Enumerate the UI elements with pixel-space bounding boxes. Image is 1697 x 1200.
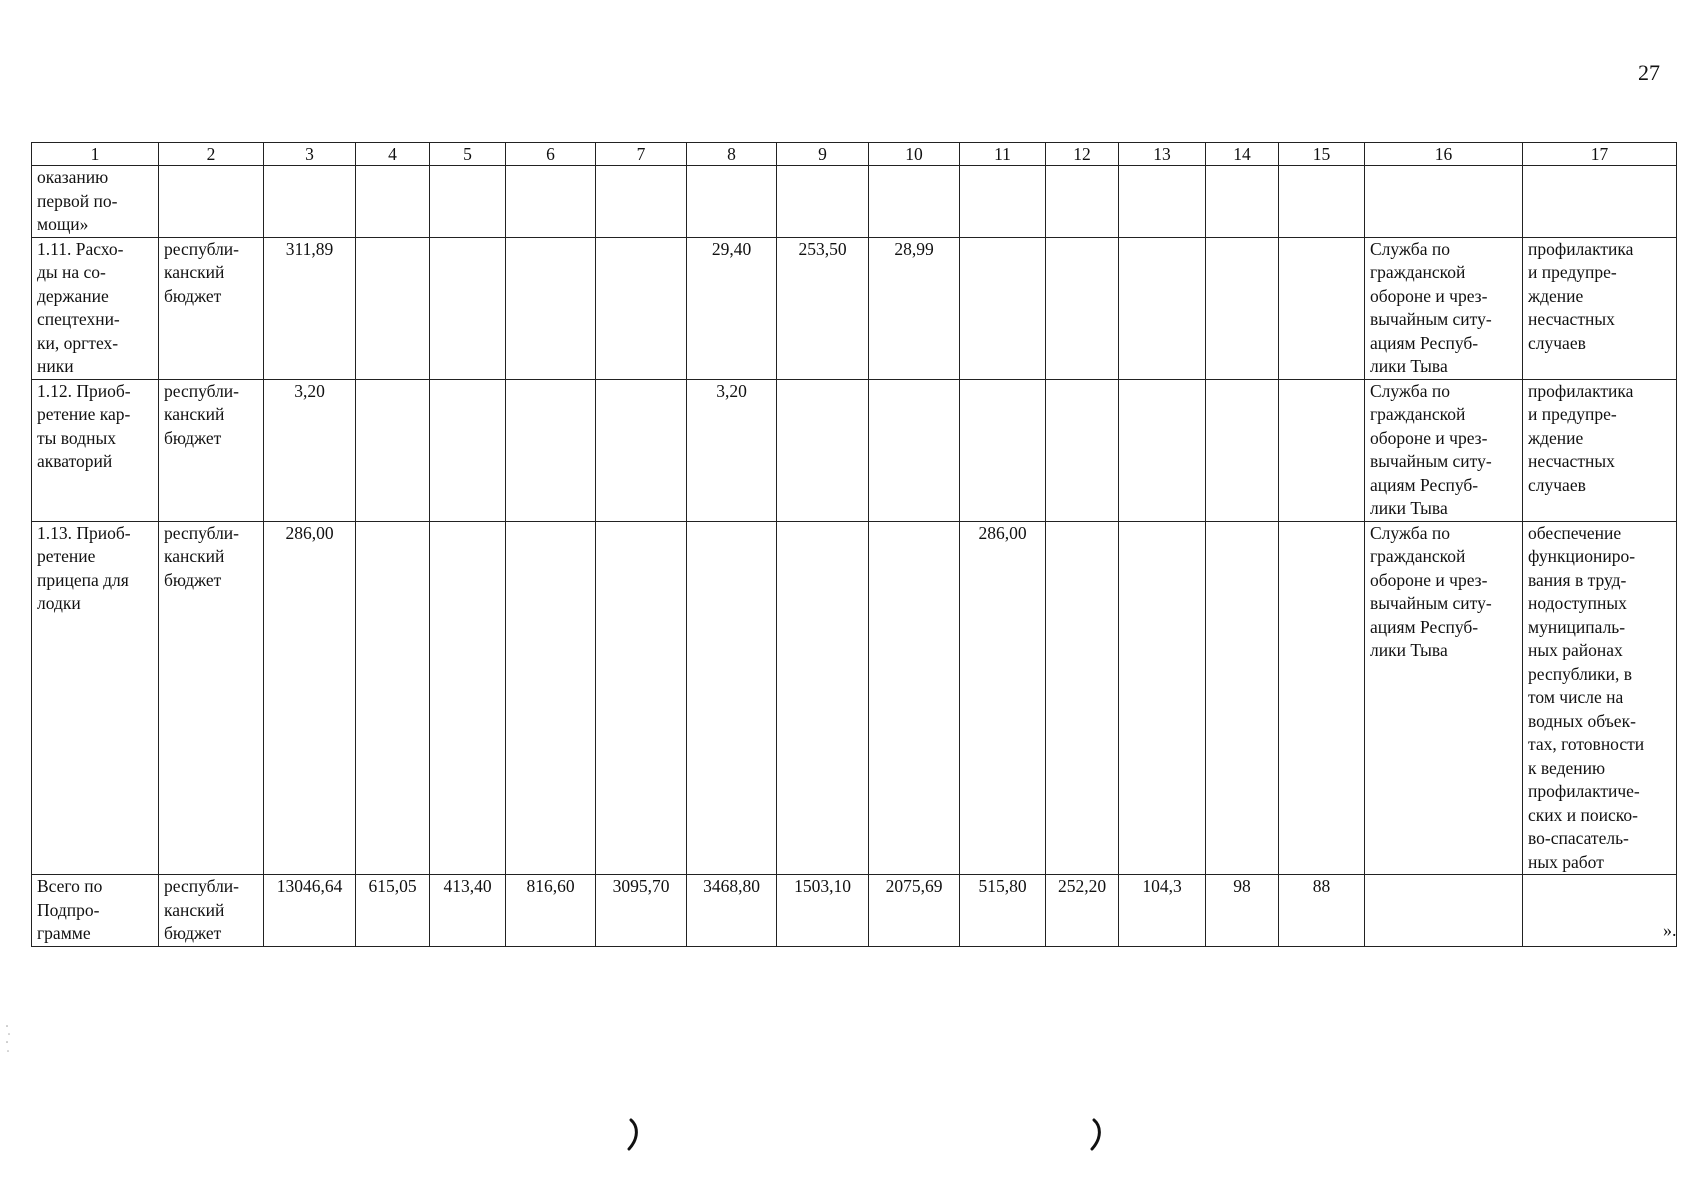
table-cell <box>506 379 596 521</box>
table-cell: 286,00 <box>960 521 1046 875</box>
column-number-row <box>32 143 1677 166</box>
table-cell <box>356 237 430 379</box>
table-cell <box>596 237 687 379</box>
table-cell: 252,20 <box>1046 875 1119 947</box>
table-cell <box>1119 521 1206 875</box>
table-cell <box>264 166 356 238</box>
table-cell <box>1119 379 1206 521</box>
table-cell: 28,99 <box>869 237 960 379</box>
table-row-total <box>32 875 1677 947</box>
column-header: 3 <box>264 143 356 166</box>
table-cell: 816,60 <box>506 875 596 947</box>
table-cell <box>1279 237 1365 379</box>
table-cell <box>1206 237 1279 379</box>
table-cell: оказанию первой по- мощи» <box>32 166 159 238</box>
table-cell <box>1046 521 1119 875</box>
table-cell: 29,40 <box>687 237 777 379</box>
table-cell: республи- канский бюджет <box>159 237 264 379</box>
table-cell: 253,50 <box>777 237 869 379</box>
table-cell <box>506 521 596 875</box>
table-cell <box>960 166 1046 238</box>
table-cell: 311,89 <box>264 237 356 379</box>
table-cell <box>430 379 506 521</box>
column-header: 11 <box>960 143 1046 166</box>
table-cell <box>596 379 687 521</box>
table-cell: 98 <box>1206 875 1279 947</box>
table-cell <box>596 521 687 875</box>
table-cell: 1.13. Приоб- ретение прицепа для лодки <box>32 521 159 875</box>
table-cell <box>356 521 430 875</box>
table-cell: республи- канский бюджет <box>159 521 264 875</box>
column-header: 8 <box>687 143 777 166</box>
column-header: 6 <box>506 143 596 166</box>
table-cell: 413,40 <box>430 875 506 947</box>
column-header: 10 <box>869 143 960 166</box>
table-cell <box>1119 166 1206 238</box>
scan-mark-icon <box>1090 1118 1104 1152</box>
table-cell <box>430 237 506 379</box>
table-cell: 615,05 <box>356 875 430 947</box>
table-cell <box>777 379 869 521</box>
table-cell: 515,80 <box>960 875 1046 947</box>
table-cell <box>869 166 960 238</box>
table-cell: 286,00 <box>264 521 356 875</box>
column-header: 1 <box>32 143 159 166</box>
table-cell: 104,3 <box>1119 875 1206 947</box>
table-row <box>32 379 1677 521</box>
table-row <box>32 166 1677 238</box>
table-cell: республи- канский бюджет <box>159 379 264 521</box>
table-cell: 3,20 <box>687 379 777 521</box>
table-cell: 1.12. Приоб- ретение кар- ты водных акваторий <box>32 379 159 521</box>
table-cell: Всего по Подпро- грамме <box>32 875 159 947</box>
column-header: 5 <box>430 143 506 166</box>
table-cell <box>1365 875 1523 947</box>
column-header: 7 <box>596 143 687 166</box>
page-number: 27 <box>1638 60 1660 85</box>
table-cell: 1.11. Расхо- ды на со- держание спецтехни- ки, оргтех- ники <box>32 237 159 379</box>
table-cell <box>1279 379 1365 521</box>
table-cell <box>960 379 1046 521</box>
column-header: 17 <box>1523 143 1677 166</box>
column-header: 16 <box>1365 143 1523 166</box>
program-table <box>31 142 1677 947</box>
table-cell <box>687 521 777 875</box>
column-header: 12 <box>1046 143 1119 166</box>
table-cell <box>1046 237 1119 379</box>
column-header: 13 <box>1119 143 1206 166</box>
column-header: 14 <box>1206 143 1279 166</box>
table-cell <box>506 166 596 238</box>
scan-mark-icon <box>627 1118 641 1152</box>
table-row <box>32 237 1677 379</box>
table-cell <box>430 166 506 238</box>
table-cell <box>356 379 430 521</box>
table-cell: профилактика и предупре- ждение несчастных случаев <box>1523 237 1677 379</box>
table-cell <box>596 166 687 238</box>
table-row <box>32 521 1677 875</box>
table-cell <box>869 379 960 521</box>
table-cell: профилактика и предупре- ждение несчастных случаев <box>1523 379 1677 521</box>
column-header: 4 <box>356 143 430 166</box>
table-cell: республи- канский бюджет <box>159 875 264 947</box>
table-cell <box>1046 379 1119 521</box>
table-cell: обеспечение функциониро- вания в труд- нодоступных муниципаль- ных районах республики, в том числе на водных объек- тах, готовности к ведению профилактиче- ских и поиско- во-спасатель- ных работ <box>1523 521 1677 875</box>
table-cell <box>1206 166 1279 238</box>
table-cell <box>1365 166 1523 238</box>
table-cell: 3095,70 <box>596 875 687 947</box>
table-cell: 3468,80 <box>687 875 777 947</box>
table-cell <box>1523 875 1677 947</box>
table-cell <box>356 166 430 238</box>
table-cell <box>1119 237 1206 379</box>
table-cell <box>1523 166 1677 238</box>
table-cell: Служба по гражданской обороне и чрез- вычайным ситу- ациям Респуб- лики Тыва <box>1365 379 1523 521</box>
table-cell <box>506 237 596 379</box>
table-cell: 13046,64 <box>264 875 356 947</box>
table-cell <box>1279 521 1365 875</box>
table-cell <box>430 521 506 875</box>
table-cell: 1503,10 <box>777 875 869 947</box>
table-cell <box>777 166 869 238</box>
table-cell: Служба по гражданской обороне и чрез- вычайным ситу- ациям Респуб- лики Тыва <box>1365 521 1523 875</box>
table-cell <box>1206 521 1279 875</box>
table-cell <box>1046 166 1119 238</box>
table-cell: 2075,69 <box>869 875 960 947</box>
column-header: 15 <box>1279 143 1365 166</box>
table-cell <box>869 521 960 875</box>
table-cell: Служба по гражданской обороне и чрез- вычайным ситу- ациям Респуб- лики Тыва <box>1365 237 1523 379</box>
table-cell: 3,20 <box>264 379 356 521</box>
table-cell <box>1206 379 1279 521</box>
scan-speckle <box>4 1022 12 1062</box>
table-cell <box>960 237 1046 379</box>
table-cell <box>159 166 264 238</box>
column-header: 9 <box>777 143 869 166</box>
table-cell: 88 <box>1279 875 1365 947</box>
table-cell <box>1279 166 1365 238</box>
table-cell <box>687 166 777 238</box>
table-cell <box>777 521 869 875</box>
column-header: 2 <box>159 143 264 166</box>
closing-quote: ». <box>1663 920 1677 940</box>
